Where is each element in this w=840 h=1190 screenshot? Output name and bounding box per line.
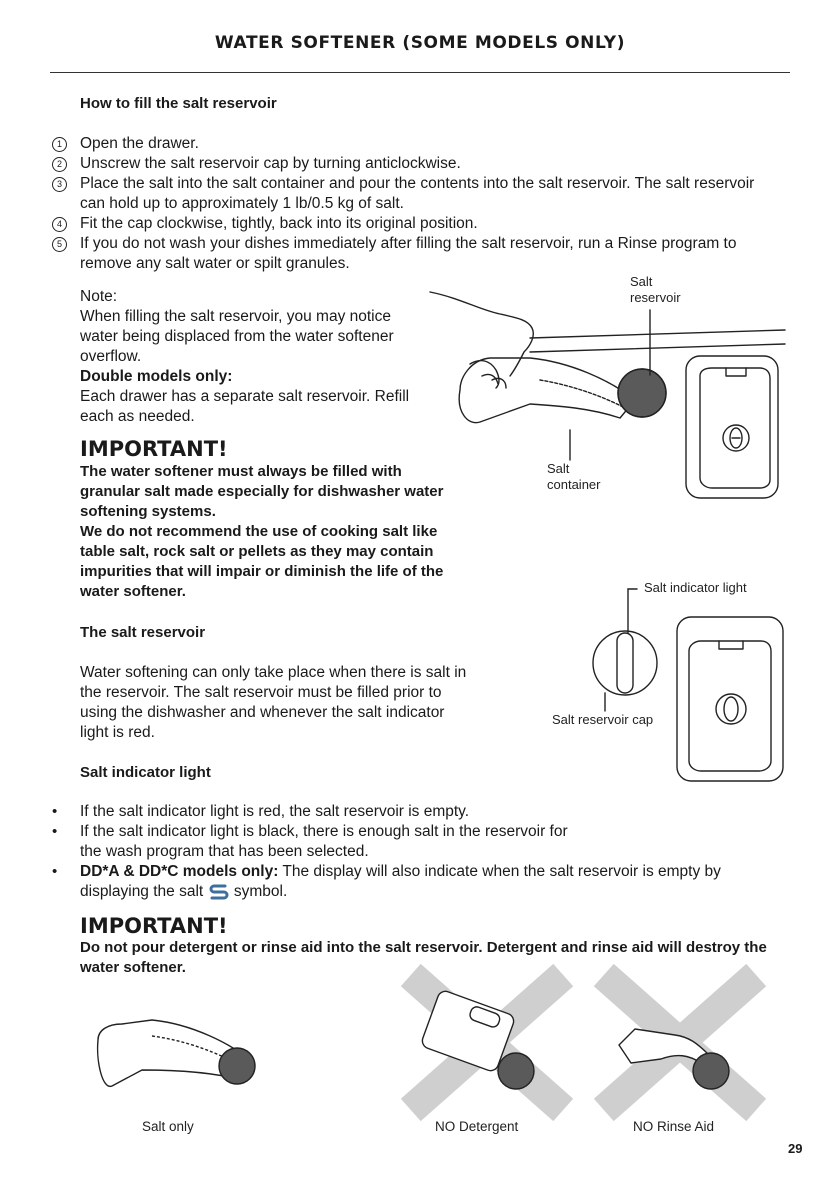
salt-reservoir-label: Salt reservoir: [630, 274, 681, 305]
double-models-label: Double models only:: [80, 368, 233, 385]
list-item: 3 Place the salt into the salt container and pour the contents into the salt reservoir. The salt reservoir can hold up to approximately 1 lb/0.5 kg of salt.: [50, 174, 790, 214]
salt-only-caption: Salt only: [142, 1119, 194, 1134]
note-label: Note:: [80, 288, 118, 305]
reservoir-heading: The salt reservoir: [80, 624, 206, 641]
salt-reservoir-cap-label: Salt reservoir cap: [552, 712, 654, 727]
list-item: 4 Fit the cap clockwise, tightly, back into its original position.: [50, 214, 790, 234]
list-item: 1 Open the drawer.: [50, 134, 790, 154]
indicator-bullets: [50, 802, 790, 902]
no-rinse-aid-caption: NO Rinse Aid: [633, 1119, 715, 1134]
no-rinse-aid-illustration: [605, 975, 755, 1110]
important-text-2: Do not pour detergent or rinse aid into the salt reservoir. Detergent and rinse aid will destroy the water softener.: [80, 939, 767, 976]
salt-container-label: Salt container: [547, 461, 601, 492]
page-title: WATER SOFTENER (SOME MODELS ONLY): [214, 33, 626, 53]
reservoir-text: Water softening can only take place when there is salt in the reservoir. The salt reservoir must be filled prior to using the dishwasher and whenever the salt indicator light is red.: [80, 664, 467, 741]
fill-heading: How to fill the salt reservoir: [80, 95, 277, 112]
note-text: When filling the salt reservoir, you may notice water being displaced from the water softener overflow.: [80, 308, 394, 365]
salt-indicator-light-label: Salt indicator light: [644, 580, 747, 595]
double-models-text: Each drawer has a separate salt reservoir. Refill each as needed.: [80, 388, 410, 425]
salt-pour-diagram: [420, 280, 790, 510]
list-item: 5 If you do not wash your dishes immediately after filling the salt reservoir, run a Rinse program to remove any salt water or spilt granules.: [50, 234, 790, 274]
no-detergent-caption: NO Detergent: [435, 1119, 519, 1134]
salt-symbol-icon: [208, 883, 230, 899]
indicator-heading: Salt indicator light: [80, 764, 211, 781]
list-item: • If the salt indicator light is red, the salt reservoir is empty.: [52, 803, 470, 820]
list-item: 2 Unscrew the salt reservoir cap by turning anticlockwise.: [50, 154, 790, 174]
no-detergent-illustration: [412, 975, 562, 1110]
list-item: • If the salt indicator light is black, there is enough salt in the reservoir for the wash program that has been selected.: [52, 823, 568, 860]
salt-cap-diagram: [585, 585, 790, 785]
important-heading-1: IMPORTANT!: [80, 437, 228, 461]
header-divider: [50, 72, 790, 73]
list-item: • DD*A & DD*C models only: The display will also indicate when the salt reservoir is empty by displaying the salt symbol.: [52, 863, 721, 900]
note-block: [80, 287, 420, 427]
important-text-1: The water softener must always be filled with granular salt made especially for dishwasher water softening systems. We do not recommend the use of cooking salt like table salt, rock salt or pellets as they may contain impurities that will impair or diminish the life of the water softener.: [80, 463, 444, 600]
fill-steps-list: [50, 134, 790, 274]
important-heading-2: IMPORTANT!: [80, 914, 228, 938]
salt-only-illustration: [92, 1000, 292, 1100]
page-number: 29: [788, 1141, 803, 1156]
